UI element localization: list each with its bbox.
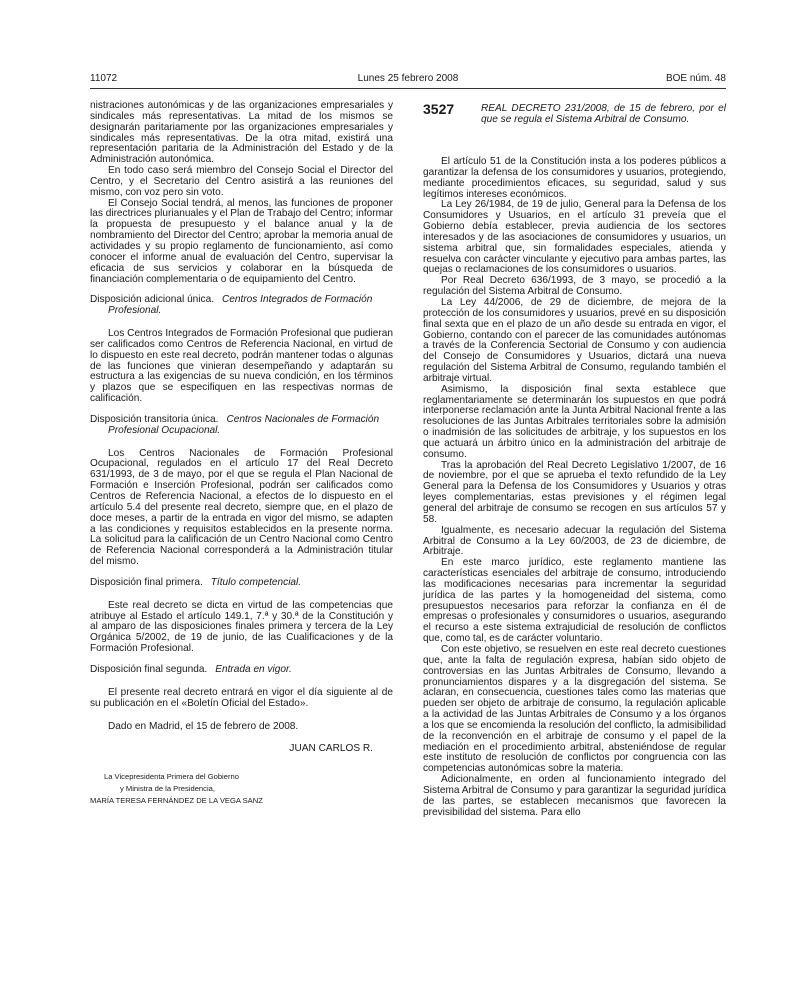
disposicion-label: Disposición transitoria única.	[90, 413, 219, 425]
body-paragraph: Con este objetivo, se resuelven en este real decreto cuestiones que, ante la falta de regulación expresa, habían sido objeto de controversias en las Juntas Arbitrales de Consumo, llevando a pronunciamientos dispares y a la disgregación del sistema. Se aclaran, en consecuencia, cuestiones tales como las materias que pueden ser objeto de arbitraje de consumo, la regulación aplicable a la actividad de las Juntas Arbitrales de Consumo y a los órganos a los que se encomienda la resolución del conflicto, la admisibilidad de la reconvención en el arbitraje de consumo y el papel de la mediación en el procedimiento arbitral, absteniéndose de regular este instituto de resolución de conflictos por congruencia con las competencias autonómicas sobre la materia.	[423, 643, 726, 775]
minister-name: MARÍA TERESA FERNÁNDEZ DE LA VEGA SANZ	[90, 796, 263, 806]
real-decreto-heading	[423, 101, 726, 153]
body-paragraph: Por Real Decreto 636/1993, de 3 mayo, se procedió a la regulación del Sistema Arbitral de Consumo.	[423, 275, 726, 298]
disposicion-title: Título competencial.	[210, 576, 302, 588]
body-paragraph: Asimismo, la disposición final sexta establece que reglamentariamente se determinarán los supuestos en que podrá interponerse reclamación ante la Junta Arbitral Nacional frente a las resoluciones de las Juntas Arbitrales territoriales sobre la admisión o inadmisión de las solicitudes de arbitraje, y los supuestos en los que actuará un árbitro único en la administración del arbitraje de consumo.	[423, 383, 726, 460]
minister-title-line1: La Vicepresidenta Primera del Gobierno	[104, 772, 239, 782]
paragraph-titulo-competencial: Este real decreto se dicta en virtud de las competencias que atribuye al Estado el artículo 149.1, 7.ª y 30.ª de la Constitución y al amparo de las disposiciones finales primera y tercera de la Ley Orgánica 5/2002, de 19 de junio, de las Cualificaciones y de la Formación Profesional.	[90, 599, 393, 655]
real-decreto-number: 3527	[423, 101, 455, 117]
body-paragraph: En este marco jurídico, este reglamento mantiene las características esenciales del arbitraje de consumo, introduciendo las modificaciones necesarias para incrementar la seguridad jurídica de las partes y la homogeneidad del sistema, como presupuestos necesarios para reforzar la confianza en él de empresas o profesionales y consumidores o usuarios, asegurando el recurso a este sistema extrajudicial de resolución de conflictos que, como tal, es de carácter voluntario.	[423, 557, 726, 645]
disposicion-final-segunda-heading	[90, 665, 393, 676]
disposicion-label: Disposición final segunda.	[90, 663, 208, 675]
journal-issue: BOE núm. 48	[665, 73, 726, 84]
disposicion-title: Entrada en vigor.	[215, 663, 292, 675]
paragraph-centros-integrados: Los Centros Integrados de Formación Profesional que pudieran ser calificados como Centros de Referencia Nacional, en virtud de lo dispuesto en este real decreto, podrán mantener todas o algunas de las funciones que vinieran desempeñando y adaptarán su estructura a las exigencias de su nueva condición, en los términos y plazos que se especifiquen en las respectivas normas de calificación.	[90, 328, 393, 405]
signing-date: Dado en Madrid, el 15 de febrero de 2008.	[108, 720, 299, 732]
body-paragraph: Igualmente, es necesario adecuar la regulación del Sistema Arbitral de Consumo a la Ley 60/2003, de 23 de diciembre, de Arbitraje.	[423, 524, 726, 558]
disposicion-title: Centros Nacionales de Formación Profesional Ocupacional.	[108, 413, 380, 436]
paragraph-consejo-funciones: El Consejo Social tendrá, al menos, las funciones de proponer las directrices plurianuales y el Plan de Trabajo del Centro; informar la propuesta de presupuesto y el balance anual y la de nombramiento del Director del Centro; aprobar la memoria anual de actividades y su propio reglamento de funcionamiento, así como conocer el informe anual de evaluación del Centro, supervisar la eficacia de sus servicios y colaborar en la búsqueda de financiación complementaria o de equipamiento del Centro.	[90, 197, 393, 285]
king-signature: JUAN CARLOS R.	[289, 743, 373, 755]
body-paragraph: El artículo 51 de la Constitución insta a los poderes públicos a garantizar la defensa de los consumidores y usuarios, protegiendo, mediante procedimientos eficaces, su seguridad, salud y sus legítimos intereses económicos.	[423, 156, 726, 200]
disposicion-label: Disposición final primera.	[90, 576, 203, 588]
disposicion-adicional-heading	[90, 295, 393, 317]
left-column	[90, 101, 393, 807]
disposicion-transitoria-heading	[90, 415, 393, 437]
body-paragraph: La Ley 26/1984, de 19 de julio, General para la Defensa de los Consumidores y Usuarios, en el artículo 31 preveía que el Gobierno debía establecer, previa audiencia de los sectores interesados y de las asociaciones de consumidores y usuarios, un sistema arbitral que, sin formalidades especiales, atienda y resuelva con carácter vinculante y ejecutivo para ambas partes, las quejas o reclamaciones de los consumidores o usuarios.	[423, 199, 726, 276]
body-paragraph: La Ley 44/2006, de 29 de diciembre, de mejora de la protección de los consumidores y usuarios, prevé en su disposición final sexta que en el plazo de un año desde su entrada en vigor, el Gobierno, contando con el parecer de las comunidades autónomas a través de la Conferencia Sectorial de Consumo y con audiencia del Consejo de Consumidores y Usuarios, dictará una nueva regulación del Sistema Arbitral de Consumo, regulando también el arbitraje virtual.	[423, 296, 726, 384]
page-number: 11072	[90, 73, 118, 84]
disposicion-label: Disposición adicional única.	[90, 294, 214, 306]
paragraph-consejo-miembros: En todo caso será miembro del Consejo Social el Director del Centro, y el Secretario del Centro asistirá a las reuniones del mismo, con voz pero sin voto.	[90, 165, 393, 198]
paragraph-centros-nacionales: Los Centros Nacionales de Formación Profesional Ocupacional, regulados en el artículo 17 del Real Decreto 631/1993, de 3 de mayo, por el que se regula el Plan Nacional de Formación e Inserción Profesional, podrán ser calificados como Centros de Referencia Nacional, a efectos de lo dispuesto en el artículo 5.4 del presente real decreto, siempre que, en el plazo de doce meses, a partir de la entrada en vigor del mismo, se adapten a las condiciones y requisitos establecidos en la presente norma. La solicitud para la calificación de un Centro Nacional como Centro de Referencia Nacional corresponderá a la Administración titular del mismo.	[90, 447, 393, 568]
disposicion-title: Centros Integrados de Formación Profesional.	[108, 294, 373, 317]
disposicion-final-primera-heading	[90, 578, 393, 589]
real-decreto-title: REAL DECRETO 231/2008, de 15 de febrero, por el que se regula el Sistema Arbitral de Consumo.	[481, 103, 726, 125]
minister-signature	[90, 771, 393, 807]
paragraph-entrada-en-vigor: El presente real decreto entrará en vigor el día siguiente al de su publicación en el «Boletín Oficial del Estado».	[90, 686, 393, 709]
right-column	[423, 101, 726, 818]
publication-date: Lunes 25 febrero 2008	[357, 73, 459, 84]
paragraph-consejo-composicion: nistraciones autonómicas y de las organizaciones empresariales y sindicales más representativas. La mitad de los mismos se designarán paritariamente por las organizaciones empresariales y sindicales más representativas. De la otra mitad, existirá una representación paritaria de la Administración del Estado y de la Administración autonómica.	[90, 100, 393, 166]
body-paragraph: Adicionalmente, en orden al funcionamiento integrado del Sistema Arbitral de Consumo y para garantizar la seguridad jurídica de las partes, se establecen mecanismos que favorecen la previsibilidad del sistema. Para ello	[423, 774, 726, 818]
body-paragraph: Tras la aprobación del Real Decreto Legislativo 1/2007, de 16 de noviembre, por el que se aprueba el texto refundido de la Ley General para la Defensa de los Consumidores y Usuarios y otras leyes complementarias, estas previsiones y el régimen legal general del arbitraje de consumo se recogen en sus artículos 57 y 58.	[423, 459, 726, 525]
minister-title-line2: y Ministra de la Presidencia,	[120, 784, 215, 794]
header-rule	[90, 88, 726, 89]
page-header	[90, 72, 726, 86]
